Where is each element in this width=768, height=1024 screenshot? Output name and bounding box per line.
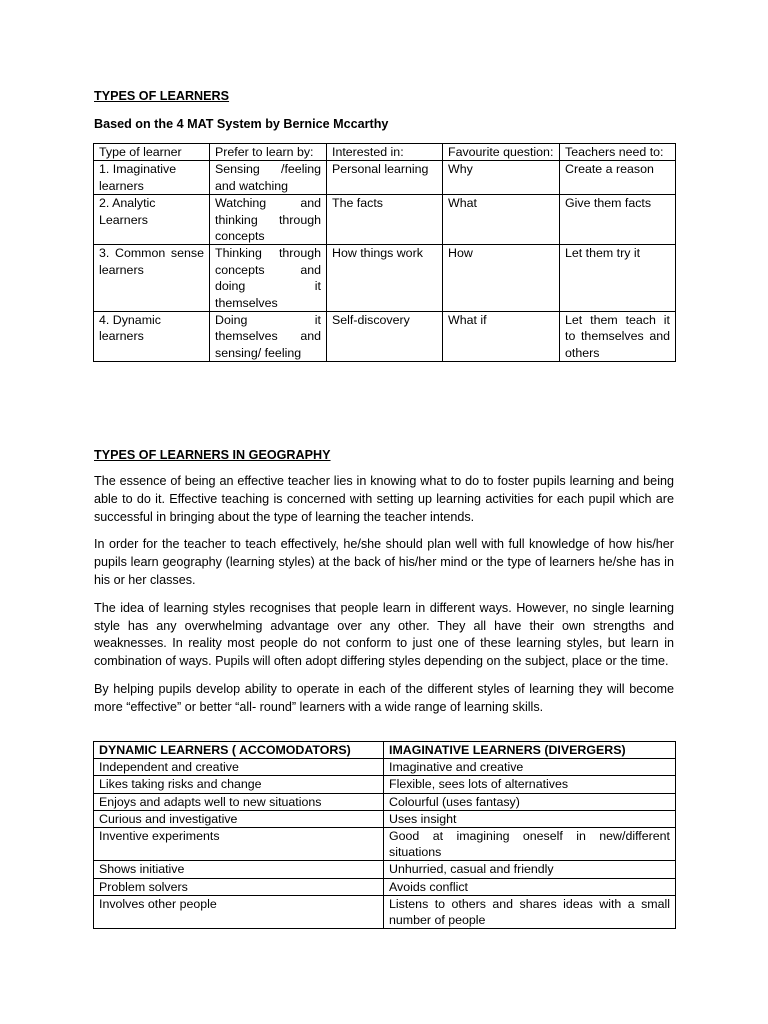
table-row bbox=[94, 312, 676, 362]
table-cell: Let them teach it to themselves and others bbox=[560, 312, 676, 362]
table-header-cell: DYNAMIC LEARNERS ( ACCOMODATORS) bbox=[94, 742, 384, 759]
table-row bbox=[94, 878, 676, 895]
table-cell: Flexible, sees lots of alternatives bbox=[384, 776, 676, 793]
table-row bbox=[94, 861, 676, 878]
paragraph: By helping pupils develop ability to operate in each of the different styles of learning they will become more “effective” or better “all- round” learners with a wide range of learning skills. bbox=[94, 681, 674, 714]
table-cell: Watching and thinking through concepts bbox=[210, 195, 327, 245]
table-cell: Independent and creative bbox=[94, 759, 384, 776]
table-cell: Personal learning bbox=[327, 161, 443, 195]
table-row bbox=[94, 245, 676, 312]
table-cell: Enjoys and adapts well to new situations bbox=[94, 793, 384, 810]
table-cell: Colourful (uses fantasy) bbox=[384, 793, 676, 810]
body-text bbox=[94, 473, 674, 727]
heading-types-of-learners: TYPES OF LEARNERS bbox=[94, 89, 230, 103]
table-cell: Imaginative and creative bbox=[384, 759, 676, 776]
table-cell: Likes taking risks and change bbox=[94, 776, 384, 793]
table-header-row bbox=[94, 144, 676, 161]
table-cell: Uses insight bbox=[384, 810, 676, 827]
table-cell: Self-discovery bbox=[327, 312, 443, 362]
heading-geography-learners: TYPES OF LEARNERS IN GEOGRAPHY bbox=[94, 448, 331, 462]
table-cell: Why bbox=[443, 161, 560, 195]
table-cell: Shows initiative bbox=[94, 861, 384, 878]
table-cell: Create a reason bbox=[560, 161, 676, 195]
table-row bbox=[94, 828, 676, 861]
table-header-cell: Type of learner bbox=[94, 144, 210, 161]
table-cell: How bbox=[443, 245, 560, 312]
table-header-cell: Favourite question: bbox=[443, 144, 560, 161]
table-cell: 3. Common sense learners bbox=[94, 245, 210, 312]
table-header-cell: Teachers need to: bbox=[560, 144, 676, 161]
table-cell: What bbox=[443, 195, 560, 245]
table-cell: How things work bbox=[327, 245, 443, 312]
table-cell: Unhurried, casual and friendly bbox=[384, 861, 676, 878]
table-cell: Problem solvers bbox=[94, 878, 384, 895]
table-cell: 2. Analytic Learners bbox=[94, 195, 210, 245]
table-header-cell: Prefer to learn by: bbox=[210, 144, 327, 161]
table-cell: Good at imagining oneself in new/different situations bbox=[384, 828, 676, 861]
table-cell: Let them try it bbox=[560, 245, 676, 312]
table-cell: Thinking through concepts and doing it themselves bbox=[210, 245, 327, 312]
table-cell: 4. Dynamic learners bbox=[94, 312, 210, 362]
table-cell: Sensing /feeling and watching bbox=[210, 161, 327, 195]
table-header-cell: Interested in: bbox=[327, 144, 443, 161]
table-cell: Listens to others and shares ideas with a small number of people bbox=[384, 895, 676, 928]
table-header-cell: IMAGINATIVE LEARNERS (DIVERGERS) bbox=[384, 742, 676, 759]
table-cell: Inventive experiments bbox=[94, 828, 384, 861]
table-header-row bbox=[94, 742, 676, 759]
table-cell: Avoids conflict bbox=[384, 878, 676, 895]
table-row bbox=[94, 759, 676, 776]
paragraph: The essence of being an effective teacher lies in knowing what to do to foster pupils learning and being able to do it. Effective teaching is concerned with setting up learning activities for each pupil which are successful in bringing about the type of learning the teacher intends. bbox=[94, 474, 674, 524]
table-cell: 1. Imaginative learners bbox=[94, 161, 210, 195]
table-cell: The facts bbox=[327, 195, 443, 245]
paragraph: The idea of learning styles recognises that people learn in different ways. However, no single learning style has any overwhelming advantage over any other. They all have their own strengths and weaknesses. In reality most people do not conform to just one of these learning styles, but learn in combination of ways. Pupils will often adopt differing styles depending on the subject, place or the time. bbox=[94, 600, 674, 669]
table-cell: What if bbox=[443, 312, 560, 362]
table-cell: Curious and investigative bbox=[94, 810, 384, 827]
subheading-4mat: Based on the 4 MAT System by Bernice Mccarthy bbox=[94, 117, 389, 131]
learner-comparison-table bbox=[93, 741, 676, 929]
table-cell: Involves other people bbox=[94, 895, 384, 928]
paragraph: In order for the teacher to teach effectively, he/she should plan well with full knowledge of how his/her pupils learn geography (learning styles) at the back of his/her mind or the type of learners he/she has in his or her classes. bbox=[94, 537, 674, 587]
table-row bbox=[94, 195, 676, 245]
mat-learner-table bbox=[93, 143, 676, 362]
table-row bbox=[94, 776, 676, 793]
table-row bbox=[94, 810, 676, 827]
table-cell: Give them facts bbox=[560, 195, 676, 245]
table-cell: Doing it themselves and sensing/ feeling bbox=[210, 312, 327, 362]
table-row bbox=[94, 793, 676, 810]
table-row bbox=[94, 161, 676, 195]
table-row bbox=[94, 895, 676, 928]
